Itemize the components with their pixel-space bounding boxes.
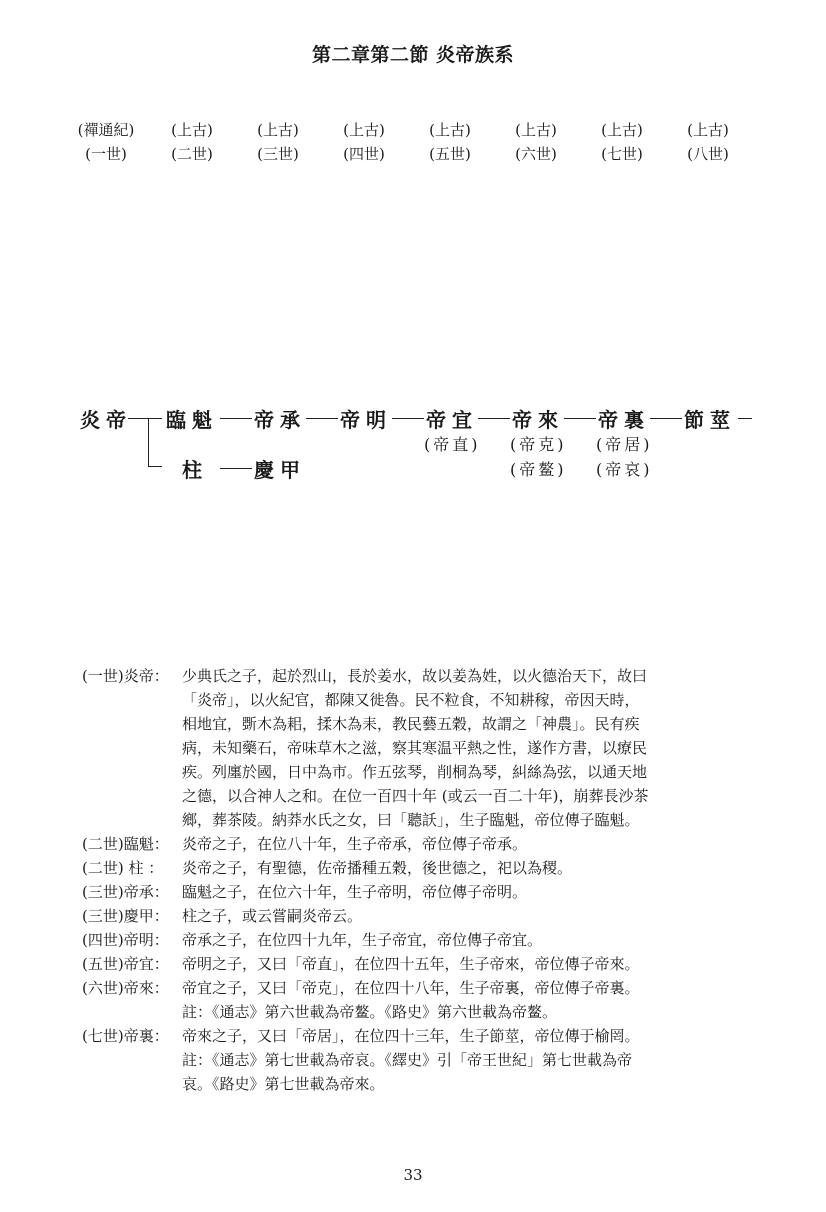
generation-column (408, 118, 492, 166)
generation-column (150, 118, 234, 166)
generation-column (64, 118, 148, 166)
tree-connector (148, 418, 149, 466)
tree-node-gen3: 帝承 (254, 408, 306, 432)
tree-node-gen2: 臨魁 (166, 408, 218, 432)
generation-column (580, 118, 664, 166)
tree-connector (478, 418, 510, 419)
entry-line: 帝來之子，又曰「帝居」，在位四十三年，生子節莖，帝位傳于榆罔。 (182, 1027, 640, 1045)
page-title: 第二章第二節 炎帝族系 (311, 44, 515, 66)
entry-label: (二世)臨魁： (82, 835, 169, 853)
entry-text (182, 832, 772, 856)
entry-label: (五世)帝宜： (82, 955, 169, 973)
tree-node-root: 炎帝 (80, 408, 132, 432)
generation-label: (三世) (257, 145, 299, 163)
generation-column (236, 118, 320, 166)
biography-entry (82, 880, 772, 904)
generation-label: (八世) (687, 145, 729, 163)
biography-list (82, 664, 772, 1096)
tree-connector (128, 418, 148, 419)
tree-node-branch-qingjia: 慶甲 (254, 458, 306, 482)
entry-label: (四世)帝明： (82, 931, 169, 949)
entry-line: 之德，以合神人之和。在位一百四十年 (或云一百二十年)，崩葬長沙茶 (182, 787, 649, 805)
entry-text (182, 952, 772, 976)
entry-line: 帝宜之子，又曰「帝克」，在位四十八年，生子帝裏，帝位傳子帝裏。 (182, 979, 640, 997)
tree-node-branch-zhu: 柱 (182, 458, 208, 482)
entry-text (182, 976, 772, 1024)
tree-connector (564, 418, 596, 419)
generation-source: (上古) (687, 121, 729, 139)
tree-connector (738, 418, 752, 419)
entry-line: 帝明之子，又曰「帝直」，在位四十五年，生子帝來，帝位傳子帝來。 (182, 955, 640, 973)
generation-source: (上古) (171, 121, 213, 139)
generation-label: (五世) (429, 145, 471, 163)
entry-line: 炎帝之子，在位八十年，生子帝承，帝位傳子帝承。 (182, 835, 528, 853)
generation-label: (四世) (343, 145, 385, 163)
generation-label: (一世) (85, 145, 127, 163)
generation-column (322, 118, 406, 166)
entry-note: 哀。《路史》第七世載為帝來。 (182, 1075, 385, 1093)
tree-connector (148, 418, 162, 419)
generation-source: (上古) (429, 121, 471, 139)
generation-source: (上古) (343, 121, 385, 139)
entry-line: 相地宜，斲木為耜，揉木為耒，教民藝五穀，故謂之「神農」。民有疾 (182, 715, 640, 733)
generation-source: (上古) (257, 121, 299, 139)
entry-text (182, 664, 772, 832)
biography-entry (82, 952, 772, 976)
page-number: 33 (403, 1166, 423, 1184)
generation-column (666, 118, 750, 166)
biography-entry (82, 856, 772, 880)
entry-text (182, 1024, 772, 1096)
generation-label: (七世) (601, 145, 643, 163)
entry-line: 疾。列廛於國，日中為市。作五弦琴，削桐為琴，糾絲為弦，以通天地 (182, 763, 648, 781)
entry-text (182, 928, 772, 952)
entry-label: (六世)帝來： (82, 979, 169, 997)
entry-line: 炎帝之子，有聖德，佐帝播種五穀，後世德之，祀以為稷。 (182, 859, 573, 877)
generation-source: (上古) (515, 121, 557, 139)
entry-text (182, 880, 772, 904)
entry-text (182, 904, 772, 928)
generation-source: (禪通紀) (77, 121, 135, 139)
entry-label: (一世)炎帝： (82, 667, 169, 685)
entry-line: 帝承之子，在位四十九年，生子帝宜，帝位傳子帝宜。 (182, 931, 543, 949)
entry-note: 註：《通志》第六世載為帝鳌。《路史》第六世載為帝鳌。 (182, 1003, 558, 1021)
entry-label: (七世)帝裏： (82, 1027, 169, 1045)
biography-entry (82, 928, 772, 952)
tree-connector (220, 418, 252, 419)
entry-line: 病，未知藥石，帝味草木之滋，察其寒温平熱之性，遂作方書，以療民 (182, 739, 648, 757)
tree-alias: (帝克) (510, 435, 567, 454)
tree-connector (148, 466, 162, 467)
biography-entry (82, 832, 772, 856)
biography-entry (82, 976, 772, 1024)
biography-entry (82, 1024, 772, 1096)
tree-alias: (帝哀) (596, 460, 653, 479)
tree-connector (392, 418, 424, 419)
entry-line: 柱之子，或云嘗嗣炎帝云。 (182, 907, 363, 925)
tree-node-gen6: 帝來 (512, 408, 564, 432)
tree-connector (220, 468, 252, 469)
tree-node-gen4: 帝明 (340, 408, 392, 432)
tree-node-gen7: 帝裏 (598, 408, 650, 432)
tree-node-gen8: 節莖 (684, 408, 736, 432)
entry-line: 「炎帝」，以火紀官，都陳又徙魯。民不粒食，不知耕稼，帝因天時， (182, 691, 640, 709)
entry-label: (三世)帝承： (82, 883, 169, 901)
generation-label: (六世) (515, 145, 557, 163)
tree-alias: (帝鳌) (510, 460, 567, 479)
entry-line: 臨魁之子，在位六十年，生子帝明，帝位傳子帝明。 (182, 883, 528, 901)
entry-label: (三世)慶甲： (82, 907, 169, 925)
generation-source: (上古) (601, 121, 643, 139)
entry-line: 少典氏之子，起於烈山，長於姜水，故以姜為姓，以火德治天下，故曰 (182, 667, 648, 685)
entry-text (182, 856, 772, 880)
generation-column (494, 118, 578, 166)
entry-label: (二世) 柱 ： (82, 859, 164, 877)
biography-entry (82, 664, 772, 832)
entry-note: 註：《通志》第七世載為帝哀。《繹史》引「帝王世紀」第七世載為帝 (182, 1051, 633, 1069)
tree-connector (306, 418, 338, 419)
tree-node-gen5: 帝宜 (426, 408, 478, 432)
generation-label: (二世) (171, 145, 213, 163)
tree-alias: (帝直) (424, 435, 481, 454)
biography-entry (82, 904, 772, 928)
tree-alias: (帝居) (596, 435, 653, 454)
entry-line: 鄉，葬茶陵。納莽水氏之女，曰「聽訞」，生子臨魁，帝位傳子臨魁。 (182, 811, 640, 829)
tree-connector (650, 418, 682, 419)
